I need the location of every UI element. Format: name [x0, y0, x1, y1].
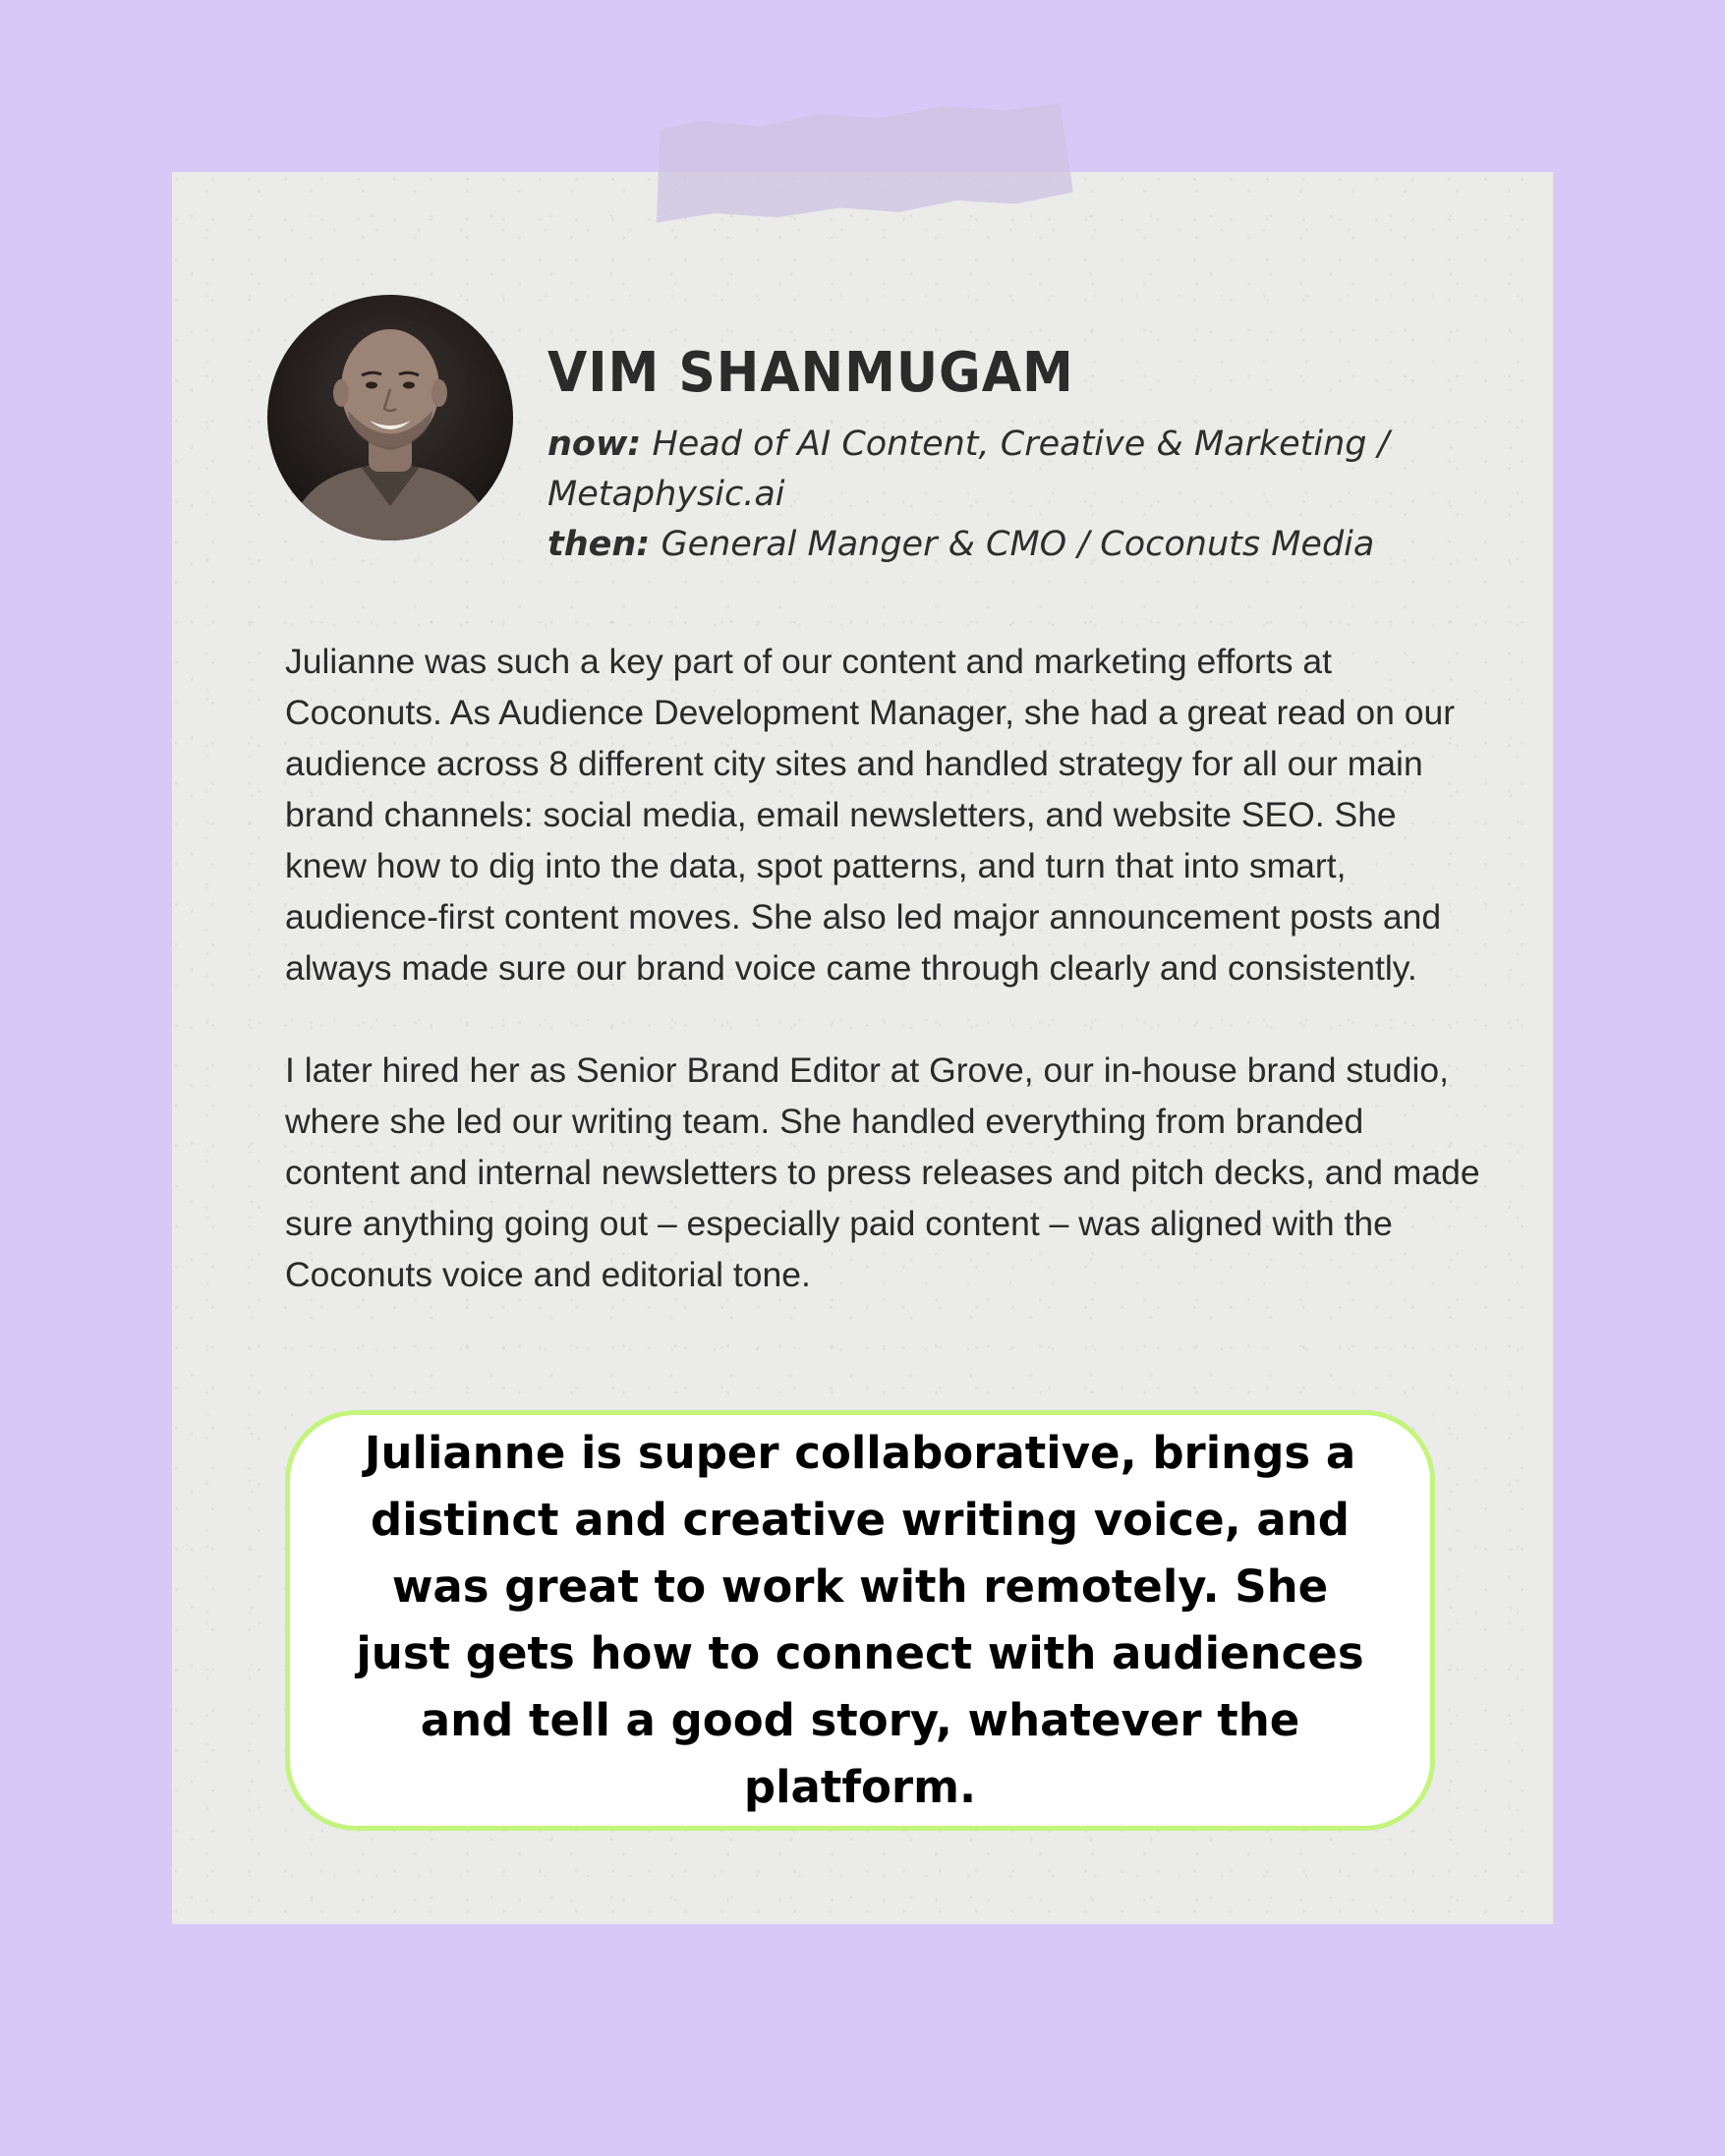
highlight-quote-box — [285, 1410, 1435, 1831]
now-text: Head of AI Content, Creative & Marketing / Metaphysic.ai — [547, 425, 1390, 514]
highlight-quote: Julianne is super collaborative, brings a distinct and creative writing voice, and was great to work with remotely. She just gets how to connect with audiences and tell a good story, whatever the platform. — [356, 1427, 1364, 1813]
person-name: VIM SHANMUGAM — [547, 341, 1074, 405]
avatar — [267, 295, 513, 540]
now-label: now: — [547, 425, 642, 464]
current-role — [547, 420, 1462, 520]
portrait-photo — [267, 295, 513, 540]
then-label: then: — [547, 525, 651, 564]
testimonial-body — [285, 636, 1484, 1300]
testimonial-paragraph-2: I later hired her as Senior Brand Editor at Grove, our in-house brand studio, where she led our writing team. She handled everything from branded content and internal newsletters to press releases and pitch decks, and made sure anything going out – especially paid content – was aligned with the Coconuts voice and editorial tone. — [285, 1050, 1480, 1294]
testimonial-paragraph-1: Julianne was such a key part of our content and marketing efforts at Coconuts. As Audience Development Manager, she had a great read on our audience across 8 different city sites and handled strategy for all our main brand channels: social media, email newsletters, and website SEO. She knew how to dig into the data, spot patterns, and turn that into smart, audience-first content moves. She also led major announcement posts and always made sure our brand voice came through clearly and consistently. — [285, 642, 1456, 988]
roles-block — [547, 420, 1462, 570]
then-text: General Manger & CMO / Coconuts Media — [661, 525, 1375, 564]
previous-role — [547, 520, 1462, 570]
